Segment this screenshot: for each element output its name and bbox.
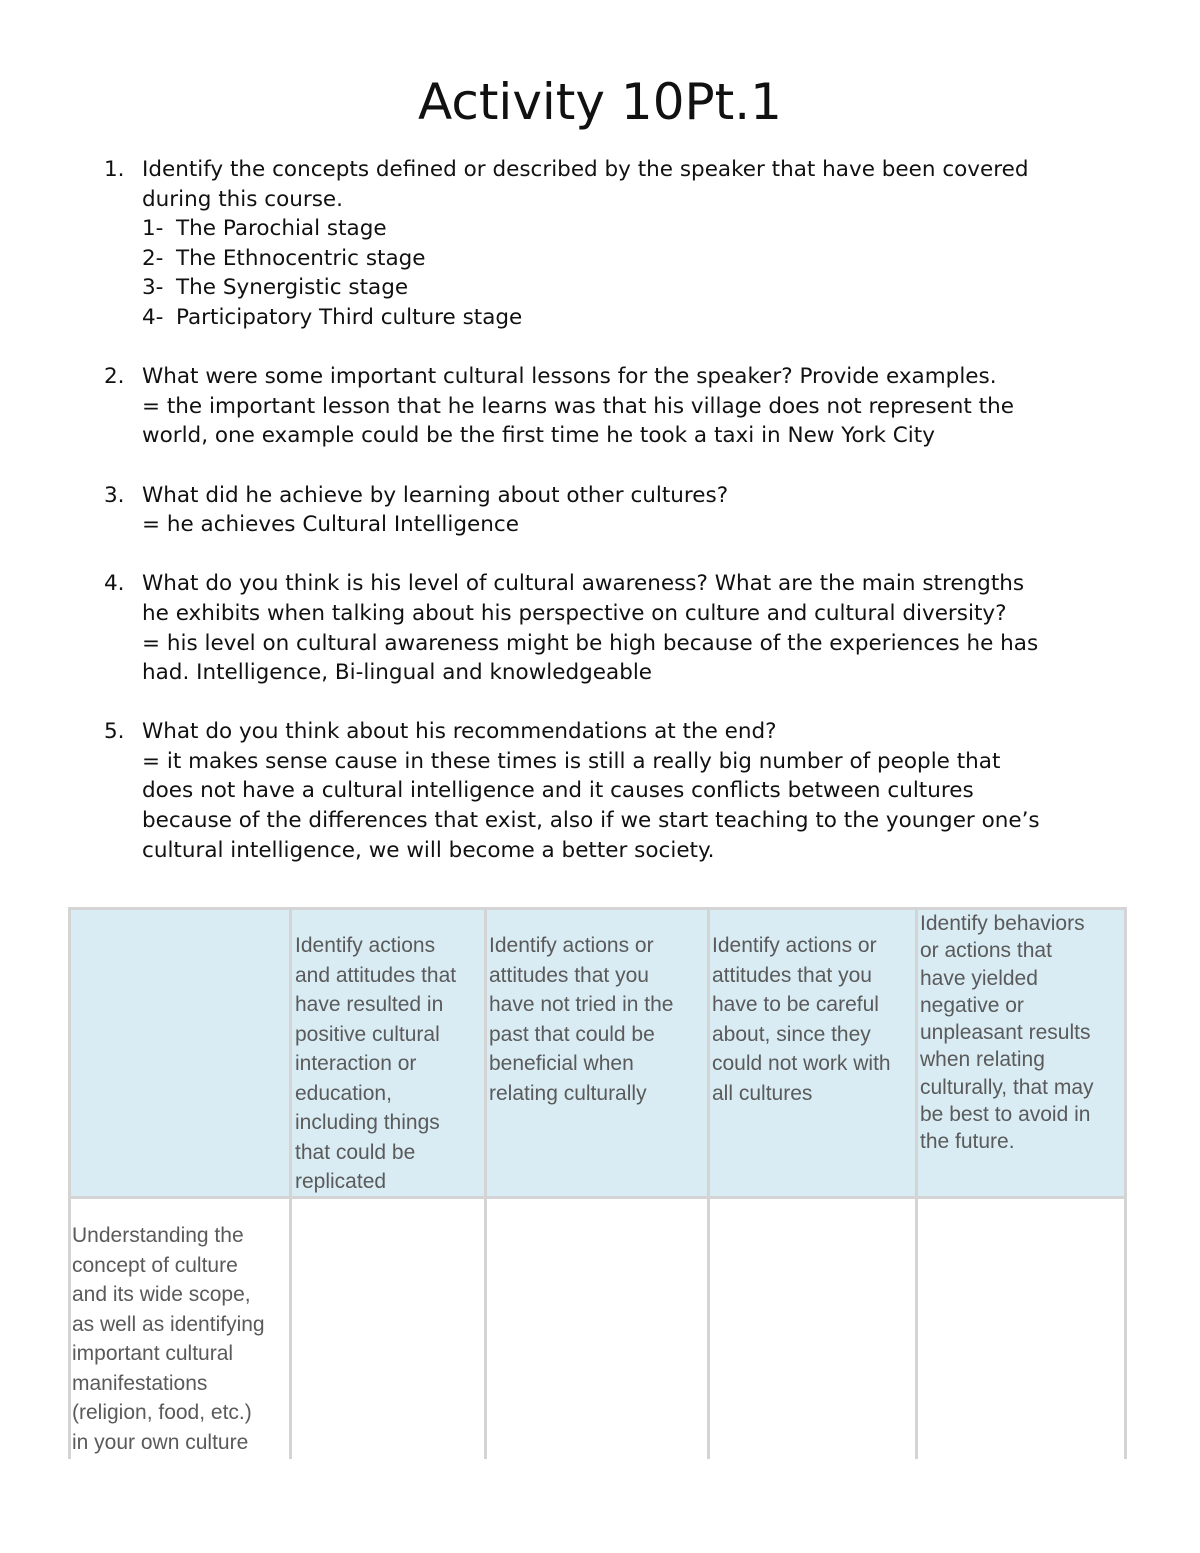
header-text: attitudes that you (712, 963, 872, 987)
subitem-text: The Parochial stage (176, 216, 387, 242)
header-text: or actions that (920, 939, 1052, 963)
header-text: positive cultural (295, 1022, 440, 1046)
header-text: that could be (295, 1140, 416, 1164)
answer-text: does not have a cultural intelligence and it causes conflicts between cultures (142, 778, 974, 804)
header-text: including things (295, 1111, 440, 1134)
row-label-text: Understanding the (72, 1224, 244, 1247)
header-text: Identify actions or (489, 934, 654, 957)
question-text: during this course. (142, 186, 343, 212)
answer-text: = he achieves Cultural Intelligence (142, 512, 519, 538)
question-number: 3. (104, 482, 125, 508)
concept-subitem (142, 273, 1134, 303)
answer-text: world, one example could be the first time he took a taxi in New York City (142, 423, 935, 449)
header-text: culturally, that may (920, 1075, 1094, 1099)
row-label-text: important cultural (72, 1342, 234, 1365)
header-text: when relating (920, 1048, 1045, 1072)
question-item (104, 481, 1134, 540)
subitem-number: 4- (142, 304, 164, 330)
header-text: Identify actions or (712, 934, 877, 957)
row-label-text: (religion, food, etc.) (72, 1401, 252, 1424)
answer-text: because of the differences that exist, also if we start teaching to the younger one’s (142, 808, 1040, 834)
header-text: negative or (920, 993, 1024, 1017)
header-text: about, since they (712, 1022, 871, 1046)
question-item (104, 362, 1134, 451)
header-text: have resulted in (295, 993, 444, 1016)
header-text: unpleasant results (920, 1021, 1091, 1045)
header-cell-untried-actions (485, 907, 708, 1196)
header-text: Identify actions (295, 934, 436, 957)
page-title: Activity 10Pt.1 (418, 73, 782, 131)
header-text: have yielded (920, 966, 1038, 990)
question-text: he exhibits when talking about his perspective on culture and cultural diversity? (142, 600, 1007, 626)
row-label-cell (68, 1198, 290, 1459)
question-text: What did he achieve by learning about other cultures? (142, 482, 729, 508)
question-text: What do you think is his level of cultural awareness? What are the main strengths (142, 571, 1025, 597)
header-text: be best to avoid in (920, 1103, 1091, 1127)
header-cell-empty (68, 907, 290, 1196)
cultural-actions-table (68, 907, 1127, 1459)
answer-text: cultural intelligence, we will become a better society. (142, 837, 715, 863)
subitem-number: 3- (142, 275, 164, 301)
table-cell-empty[interactable] (916, 1198, 1127, 1459)
question-number: 1. (104, 157, 125, 182)
header-text: all cultures (712, 1081, 813, 1105)
header-text: past that could be (489, 1022, 655, 1046)
header-cell-careful-actions (708, 907, 916, 1196)
answer-text: = the important lesson that he learns was that his village does not represent the (142, 393, 1014, 419)
header-cell-negative-behaviors (916, 907, 1127, 1196)
header-text: the future. (920, 1130, 1015, 1154)
question-number: 4. (104, 571, 125, 597)
header-text: could not work with (712, 1052, 891, 1075)
question-item (104, 717, 1134, 865)
subitem-number: 2- (142, 245, 164, 271)
question-text: Identify the concepts defined or described by the speaker that have been covered (142, 157, 1029, 182)
answer-text: had. Intelligence, Bi-lingual and knowledgeable (142, 660, 653, 686)
question-number: 2. (104, 364, 125, 390)
subitem-text: The Synergistic stage (176, 275, 409, 301)
row-label-text: and its wide scope, (72, 1283, 251, 1306)
table-border (484, 907, 487, 1459)
question-text: What do you think about his recommendations at the end? (142, 719, 777, 745)
subitem-text: The Ethnocentric stage (176, 245, 426, 271)
row-label-text: manifestations (72, 1371, 208, 1395)
subitem-number: 1- (142, 216, 164, 242)
question-item (104, 155, 1134, 333)
table-border (1124, 907, 1127, 1459)
header-text: and attitudes that (295, 963, 457, 987)
row-label-text: as well as identifying (72, 1312, 265, 1336)
row-label-text: concept of culture (72, 1253, 238, 1277)
header-text: have to be careful (712, 993, 879, 1016)
table-border (289, 907, 292, 1459)
question-list (104, 155, 1134, 895)
concept-subitem (142, 244, 1134, 274)
concept-subitem (142, 303, 1134, 333)
table-border (68, 907, 1127, 910)
question-number: 5. (104, 719, 125, 745)
subitem-text: Participatory Third culture stage (176, 304, 523, 330)
header-text: replicated (295, 1170, 387, 1193)
table-border (915, 907, 918, 1459)
table-cell-empty[interactable] (708, 1198, 916, 1459)
header-text: beneficial when (489, 1052, 634, 1075)
answer-text: = his level on cultural awareness might be high because of the experiences he has (142, 630, 1039, 656)
answer-text: = it makes sense cause in these times is still a really big number of people that (142, 748, 1001, 774)
header-text: attitudes that you (489, 963, 649, 987)
header-text: Identify behaviors (920, 912, 1085, 935)
question-item (104, 569, 1134, 687)
header-text: interaction or (295, 1052, 417, 1075)
table-cell-empty[interactable] (485, 1198, 708, 1459)
table-border (68, 1196, 1127, 1199)
header-text: have not tried in the (489, 993, 674, 1016)
concept-subitem (142, 214, 1134, 244)
header-text: education, (295, 1081, 392, 1105)
header-cell-positive-actions (290, 907, 485, 1196)
header-text: relating culturally (489, 1081, 647, 1105)
table-cell-empty[interactable] (290, 1198, 485, 1459)
question-text: What were some important cultural lessons for the speaker? Provide examples. (142, 364, 997, 390)
table-border (68, 907, 71, 1459)
row-label-text: in your own culture (72, 1430, 249, 1454)
table-border (707, 907, 710, 1459)
